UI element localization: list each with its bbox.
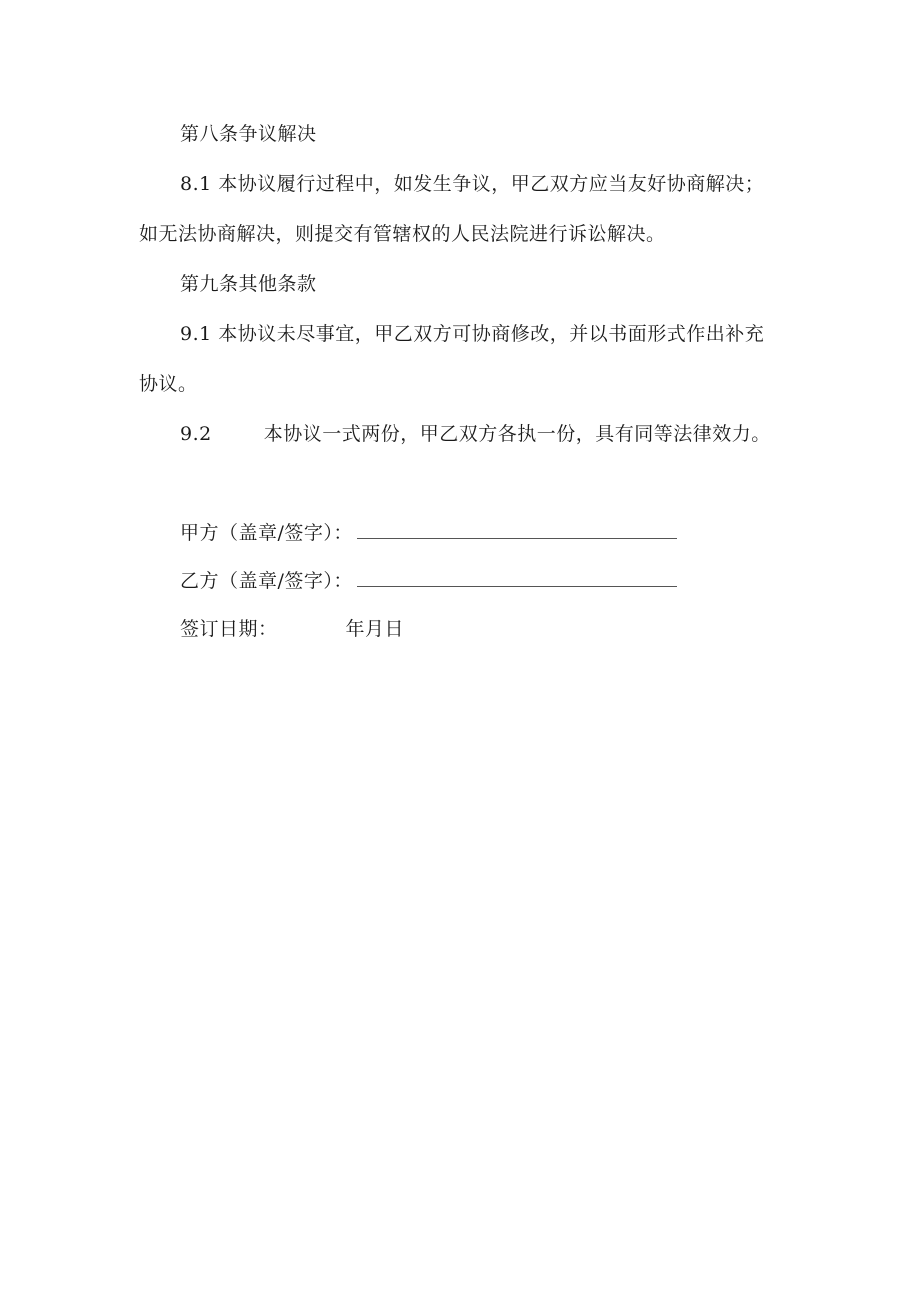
clause-9-1-line-1: 9.1 本协议未尽事宜，甲乙双方可协商修改，并以书面形式作出补充 [180,323,765,345]
clause-9-1-line-2: 协议。 [139,373,198,395]
sign-date-row [180,617,404,641]
clause-9-2-number: 9.2 [180,423,212,445]
party-b-signature-row [180,568,677,593]
article-8-heading: 第八条争议解决 [180,123,317,145]
party-b-label: 乙方（盖章/签字）： [180,570,353,592]
date-label: 签订日期： [180,618,278,640]
party-b-signature-line [357,568,677,587]
clause-8-1-line-1: 8.1 本协议履行过程中，如发生争议，甲乙双方应当友好协商解决； [180,173,765,195]
party-a-label: 甲方（盖章/签字）： [180,522,353,544]
party-a-signature-row [180,520,677,545]
clause-8-1-line-2: 如无法协商解决，则提交有管辖权的人民法院进行诉讼解决。 [139,223,666,245]
clause-9-2-text: 本协议一式两份，甲乙双方各执一份，具有同等法律效力。 [263,423,771,445]
clause-9-2 [180,422,771,446]
article-9-heading: 第九条其他条款 [180,273,317,295]
party-a-signature-line [357,520,677,539]
date-value: 年月日 [345,618,405,640]
